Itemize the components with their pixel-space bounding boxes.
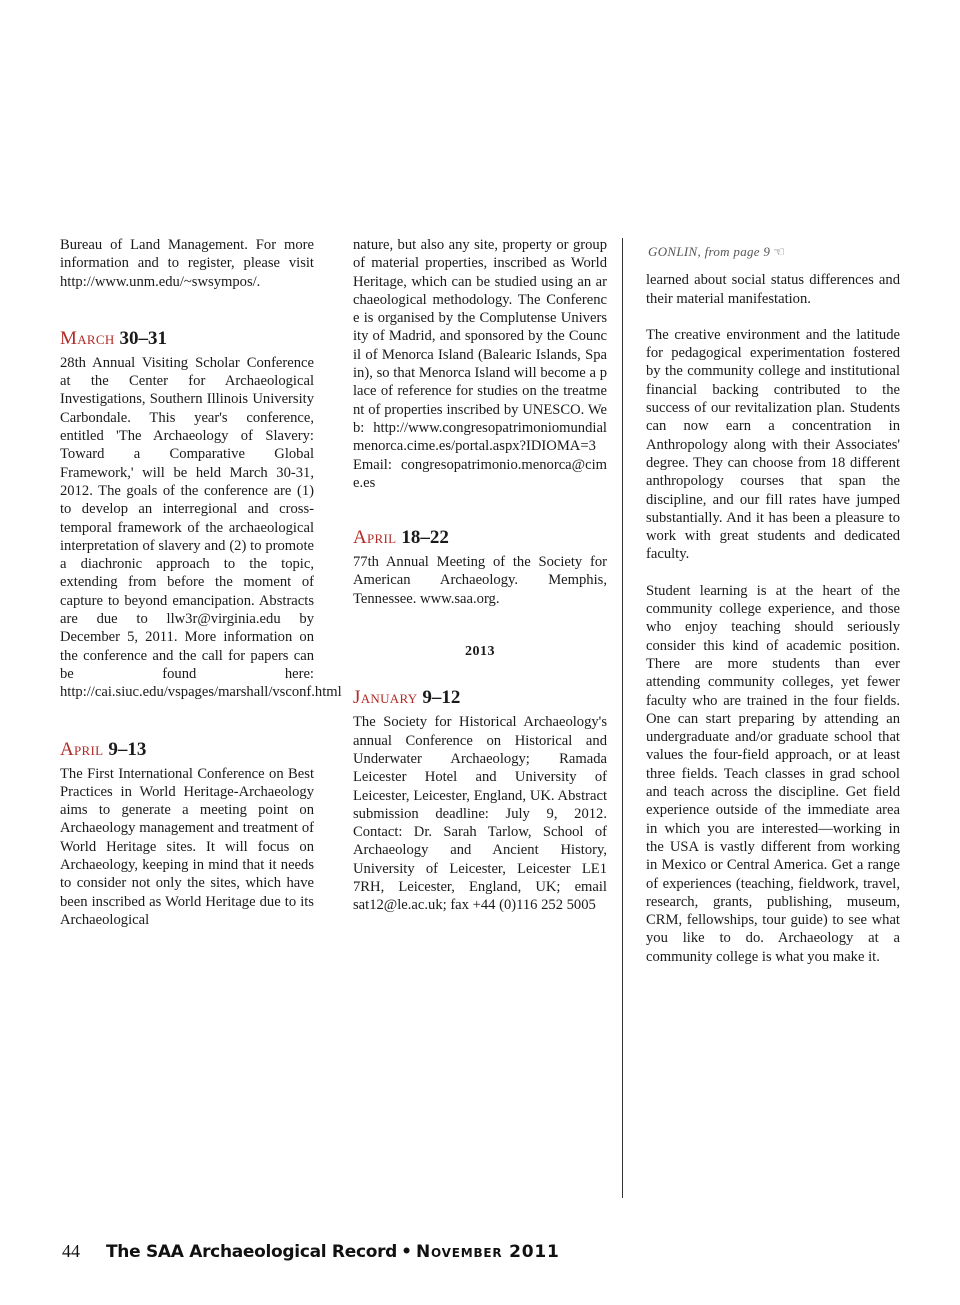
- event-dates: 30–31: [119, 327, 168, 349]
- column-divider: [622, 238, 623, 1198]
- event-heading-january: [353, 687, 607, 709]
- event-month: January: [353, 687, 418, 709]
- continued-from-label: [648, 243, 900, 261]
- col3-paragraph-2: The creative environment and the latitude for pedagogical experimentation fostered by the community college and institutional financial backing contributed to the success of our revitalization plan. Students can now earn a concentration in Anthropology along with their Associates' degree. They can choose from 18 different anthropology courses that span the discipline, and our fill rates have jumped substantially. And it has been a pleasure to work with great students and dedicated faculty.: [646, 326, 900, 563]
- bullet-separator: •: [401, 1242, 412, 1262]
- event-text-january: The Society for Historical Archaeology's annual Conference on Historical and Underwater Archaeology; Ramada Leicester Hotel and University of Leicester, Leicester, England, UK. Abstract submission deadline: July 9, 2012. Contact: Dr. Sarah Tarlow, School of Archaeology and Ancient History, University of Leicester, Leicester LE1 7RH, Leicester, England, UK; email sat12@le.ac.uk; fax +44 (0)116 252 5005: [353, 714, 607, 914]
- continued-text: GONLIN, from page 9: [648, 244, 771, 259]
- issue-date: November 2011: [415, 1242, 560, 1262]
- event-text-april-9: The First International Conference on Best Practices in World Heritage-Archaeology aims to generate a meeting point on Archaeology management and treatment of World Heritage sites. It will focus on Archaeology, keeping in mind that it needs to consider not only the sites, which have been inscribed as World Heritage due to its Archaeological: [60, 765, 314, 928]
- event-month: March: [60, 327, 115, 349]
- page-footer: [62, 1241, 560, 1267]
- event-text-april-18: 77th Annual Meeting of the Society for American Archaeology. Memphis, Tennessee. www.saa.org.: [353, 554, 607, 607]
- column-right: [646, 236, 900, 966]
- event-heading-april-9: [60, 739, 314, 761]
- column-left: [60, 236, 342, 929]
- pointing-hand-icon: ☜: [773, 244, 786, 259]
- column-middle: [353, 236, 607, 915]
- col1-intro: Bureau of Land Management. For more information and to register, please visit http://www.unm.edu/~swsympos/.: [60, 237, 314, 290]
- year-divider: 2013: [465, 644, 495, 660]
- event-text-march: 28th Annual Visiting Scholar Conference at the Center for Archaeological Investigations, Southern Illinois University Carbondale. This year's conference, entitled 'The Archaeology of Slavery: Toward a Comparative Global Framework,' will be held March 30-31, 2012. The goals of the conference are (1) to develop an interregional and cross-temporal framework of the archaeological interpretation of slavery and (2) to promote a diachronic approach to the topic, extending from before the moment of capture to beyond emancipation. Abstracts are due to llw3r@virginia.edu by December 5, 2011. More information on the conference and the call for papers can be found here: http://cai.siuc.edu/vspages/marshall/vsconf.html: [60, 354, 342, 701]
- event-month: April: [60, 738, 104, 760]
- col2-continuation: nature, but also any site, property or group of material properties, inscribed as World Heritage, which can be studied using an archaeological methodology. The Conference is organised by the Complutense University of Madrid, and sponsored by the Council of Menorca Island (Balearic Islands, Spain), so that Menorca Island will become a place of reference for studies on the treatment of properties inscribed by UNESCO. Web: http://www.congresopatrimoniomundialmenorca.cime.es/portal.aspx?IDIOMA=3 Email: congresopatrimonio.menorca@cime.es: [353, 237, 607, 491]
- event-dates: 9–12: [422, 687, 461, 709]
- event-month: April: [353, 527, 397, 549]
- event-dates: 9–13: [108, 738, 147, 760]
- col3-paragraph-1: learned about social status differences and their material manifestation.: [646, 272, 900, 307]
- page-number: 44: [62, 1241, 80, 1261]
- col3-paragraph-3: Student learning is at the heart of the community college experience, and those who enjoy teaching should seriously consider this kind of academic position. There are more students than ever attending community colleges, yet fewer faculty who are trained in the four fields. One can start preparing by attending an undergraduate and/or graduate school that values the four-field approach, or at least three fields. Teach classes in grad school and teach across the discipline. Get field experience outside of the immediate area in which you are interested—working in the USA is vastly different from working in Mexico or Central America. Get a range of experiences (teaching, fieldwork, travel, research, grants, publishing, museum, CRM, fellowships, tour guide) to see what you like to do. Archaeology at a community college is what you make it.: [646, 582, 900, 965]
- publication-title: The SAA Archaeological Record: [106, 1242, 398, 1262]
- event-dates: 18–22: [401, 527, 449, 549]
- event-heading-april-18: [353, 527, 607, 549]
- event-heading-march: [60, 328, 314, 350]
